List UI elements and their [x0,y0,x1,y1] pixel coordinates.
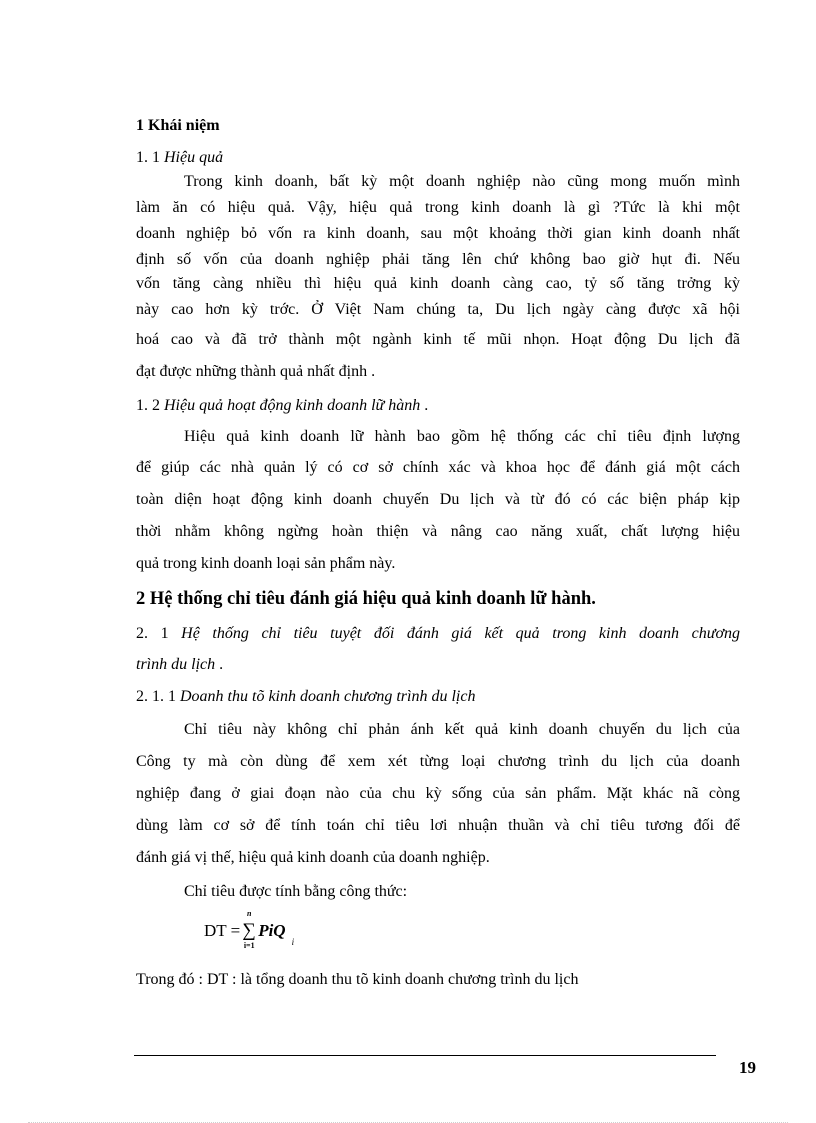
subsection-tail: . [215,656,224,673]
text-line: đạt được những thành quả nhất định . [136,363,376,380]
text-line: Trong kinh doanh, bất kỳ một doanh nghiệp nào cũng mong muốn mình [184,173,740,190]
subsection-2-1-heading [136,622,740,646]
text-line: quả trong kinh doanh loại sản phẩm này. [136,555,396,572]
sigma-lower-limit: i=1 [243,941,255,950]
subsection-number: 1. 2 [136,397,164,414]
text-line: thời nhằm không ngừng hoàn thiện và nâng cao năng xuất, chất lượng hiệu [136,523,740,540]
formula-lhs: DT = [204,921,241,940]
text-line: định số vốn của doanh nghiệp phải tăng lên chứ không bao giờ hụt đi. Nếu [136,251,740,268]
text-line: để giúp các nhà quản lý có cơ sở chính xác và khoa học để đánh giá một cách [136,459,740,476]
formula-intro: Chỉ tiêu được tính bằng công thức: [184,883,408,900]
text-line: hoá cao và đã trở thành một ngành kinh tế mũi nhọn. Hoạt động Du lịch đã [136,331,740,348]
subsection-title-line-1: Hệ thống chỉ tiêu tuyệt đối đánh giá kết quả trong kinh doanh chương [181,625,741,642]
subsection-2-1-1-heading [136,685,740,709]
subsection-1-2-heading [136,394,740,418]
subsection-number: 2. 1 [136,625,182,642]
where-line: Trong đó : DT : là tổng doanh thu tõ kinh doanh chương trình du lịch [136,971,579,988]
subsection-number: 1. 1 [136,149,164,166]
section-1-heading: 1 Khái niệm [136,117,220,134]
sigma-upper-limit: n [246,909,252,918]
text-line: làm ăn có hiệu quả. Vậy, hiệu quả trong kinh doanh là gì ?Tức là khi một [136,199,740,216]
subsection-tail: . [420,397,429,414]
text-line: Hiệu quả kinh doanh lữ hành bao gồm hệ thống các chỉ tiêu định lượng [184,428,740,445]
section-2-heading: 2 Hệ thống chỉ tiêu đánh giá hiệu quả kinh doanh lữ hành. [136,589,596,609]
subsection-title: Doanh thu tõ kinh doanh chương trình du lịch [180,688,476,705]
formula-term: PiQ [258,921,286,940]
subsection-2-1-heading-cont [136,653,740,677]
text-line: nghiệp đang ở giai đoạn nào của chu kỳ sống của sản phẩm. Mặt khác nã còng [136,785,740,802]
subsection-title-line-2: trình du lịch [136,656,216,673]
text-line: này cao hơn kỳ trớc. Ở Việt Nam chúng ta, Du lịch ngày càng được xã hội [136,301,740,318]
text-line: Chỉ tiêu này không chỉ phản ánh kết quả kinh doanh chuyến du lịch của [184,721,740,738]
footer-rule [134,1055,716,1056]
text-line: toàn diện hoạt động kinh doanh chuyến Du lịch và từ đó có các biện pháp kịp [136,491,740,508]
text-line: đánh giá vị thế, hiệu quả kinh doanh của doanh nghiệp. [136,849,490,866]
page-number: 19 [739,1058,756,1077]
subsection-title: Hiệu quả [164,149,224,166]
revenue-formula [204,909,295,950]
text-line: dùng làm cơ sở để tính toán chỉ tiêu lơi nhuận thuần và chỉ tiêu tương đối để [136,817,740,834]
subsection-number: 2. 1. 1 [136,688,180,705]
sigma-symbol [240,909,258,950]
text-line: vốn tăng càng nhiều thì hiệu quả kinh doanh càng cao, tỷ số tăng trởng kỳ [136,275,740,292]
text-line: doanh nghiệp bỏ vốn ra kinh doanh, sau một khoảng thời gian kinh doanh nhất [136,225,740,242]
text-line: Công ty mà còn dùng để xem xét từng loại chương trình du lịch của doanh [136,753,740,770]
formula-subscript: i [291,937,295,947]
sigma-glyph: ∑ [242,920,256,941]
subsection-title: Hiệu quả hoạt động kinh doanh lữ hành [164,397,421,414]
subsection-1-1-heading [136,146,740,170]
